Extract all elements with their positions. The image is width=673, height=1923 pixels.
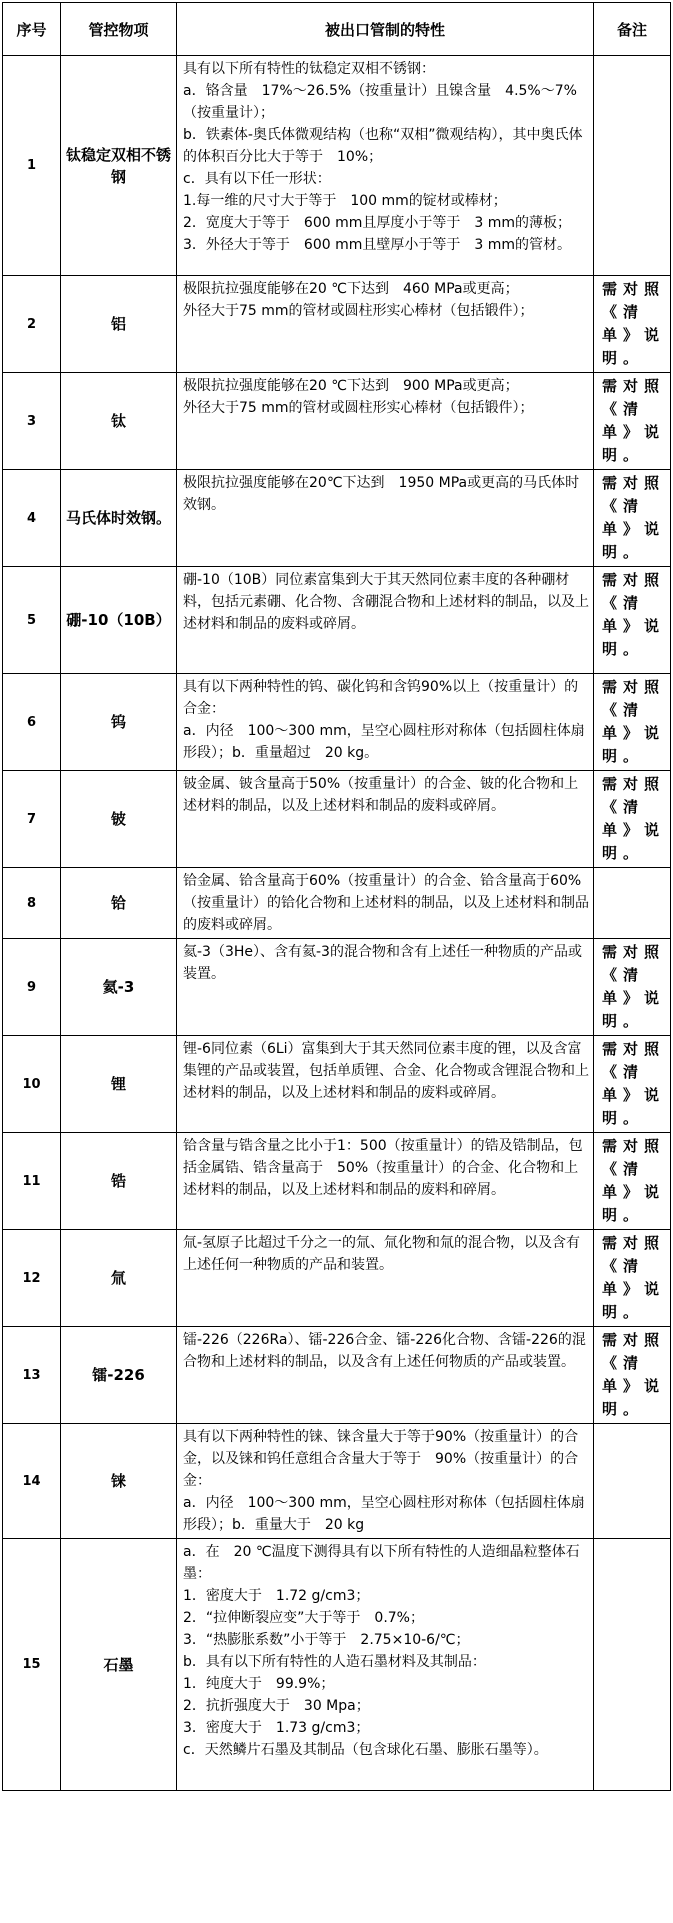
characteristic-line: 镭-226（226Ra）、镭-226合金、镭-226化合物、含镭-226的混合物和上述材料的制品，以及含有上述任何物质的产品或装置。 xyxy=(183,1332,586,1370)
page xyxy=(2,2,671,1791)
characteristic-line: 铪金属、铪含量高于60%（按重量计）的合金、铪含量高于60%（按重量计）的铪化合物和上述材料的制品，以及上述材料和制品的废料或碎屑。 xyxy=(183,873,589,933)
header-row xyxy=(3,3,671,56)
row-number: 3 xyxy=(3,373,61,470)
row-number: 6 xyxy=(3,674,61,771)
characteristic-line: 氦-3（3He）、含有氦-3的混合物和含有上述任一种物质的产品或装置。 xyxy=(183,944,582,982)
controlled-characteristics xyxy=(177,1424,594,1539)
remark: 需对照《清单》说明。 xyxy=(594,1327,671,1424)
controlled-characteristics xyxy=(177,470,594,567)
controlled-item: 锂 xyxy=(61,1036,177,1133)
characteristic-line: b．铁素体-奥氏体微观结构（也称“双相”微观结构），其中奥氏体的体积百分比大于等于 10%； xyxy=(183,127,583,165)
row-number: 13 xyxy=(3,1327,61,1424)
characteristic-line: 具有以下所有特性的钛稳定双相不锈钢： xyxy=(183,61,435,77)
remark: 需对照《清单》说明。 xyxy=(594,1036,671,1133)
controlled-item: 硼-10（10B） xyxy=(61,567,177,674)
characteristic-line: 锂-6同位素（6Li）富集到大于其天然同位素丰度的锂，以及含富集锂的产品或装置，包括单质锂、合金、化合物或含锂混合物和上述材料的制品，以及上述材料和制品的废料或碎屑。 xyxy=(183,1041,589,1101)
characteristic-line: 具有以下两种特性的钨、碳化钨和含钨90%以上（按重量计）的合金： xyxy=(183,679,579,717)
table-row xyxy=(3,1424,671,1539)
characteristic-line: c．具有以下任一形状： xyxy=(183,171,331,187)
controlled-item: 锆 xyxy=(61,1133,177,1230)
controlled-item: 铪 xyxy=(61,868,177,939)
remark: 需对照《清单》说明。 xyxy=(594,470,671,567)
characteristic-line: 铍金属、铍含量高于50%（按重量计）的合金、铍的化合物和上述材料的制品，以及上述材料和制品的废料或碎屑。 xyxy=(183,776,579,814)
table-row xyxy=(3,567,671,674)
row-number: 8 xyxy=(3,868,61,939)
characteristic-line: 铪含量与锆含量之比小于1：500（按重量计）的锆及锆制品，包括金属锆、锆含量高于 50%（按重量计）的合金、化合物和上述材料的制品，以及上述材料和制品的废料和碎屑。 xyxy=(183,1138,583,1198)
table-row xyxy=(3,771,671,868)
table-row xyxy=(3,1327,671,1424)
characteristic-line: 3．密度大于 1.73 g/cm3； xyxy=(183,1720,370,1736)
row-number: 7 xyxy=(3,771,61,868)
controlled-characteristics xyxy=(177,1539,594,1791)
row-number: 10 xyxy=(3,1036,61,1133)
row-number: 9 xyxy=(3,939,61,1036)
export-control-table xyxy=(2,2,671,1791)
controlled-characteristics xyxy=(177,1230,594,1327)
remark xyxy=(594,1539,671,1791)
controlled-item: 铼 xyxy=(61,1424,177,1539)
table-row xyxy=(3,56,671,276)
header-no: 序号 xyxy=(3,3,61,56)
characteristic-line: 硼-10（10B）同位素富集到大于其天然同位素丰度的各种硼材料，包括元素硼、化合物、含硼混合物和上述材料的制品，以及上述材料和制品的废料或碎屑。 xyxy=(183,572,589,632)
table-row xyxy=(3,1036,671,1133)
row-number: 12 xyxy=(3,1230,61,1327)
row-number: 14 xyxy=(3,1424,61,1539)
characteristic-line: 3．“热膨胀系数”小于等于 2.75×10-6/℃； xyxy=(183,1632,470,1648)
controlled-item: 石墨 xyxy=(61,1539,177,1791)
remark xyxy=(594,868,671,939)
controlled-characteristics xyxy=(177,567,594,674)
characteristic-line: 极限抗拉强度能够在20℃下达到 1950 MPa或更高的马氏体时效钢。 xyxy=(183,475,580,513)
row-number: 2 xyxy=(3,276,61,373)
table-row xyxy=(3,868,671,939)
controlled-item: 铝 xyxy=(61,276,177,373)
characteristic-line: 2．抗折强度大于 30 Mpa； xyxy=(183,1698,370,1714)
row-number: 1 xyxy=(3,56,61,276)
controlled-characteristics xyxy=(177,1133,594,1230)
characteristic-line: 极限抗拉强度能够在20 ℃下达到 900 MPa或更高； xyxy=(183,378,519,394)
controlled-item: 镭-226 xyxy=(61,1327,177,1424)
table-row xyxy=(3,1133,671,1230)
characteristic-line: 极限抗拉强度能够在20 ℃下达到 460 MPa或更高； xyxy=(183,281,519,297)
table-row xyxy=(3,373,671,470)
characteristic-line: 3．外径大于等于 600 mm且壁厚小于等于 3 mm的管材。 xyxy=(183,237,571,253)
characteristic-line: 外径大于75 mm的管材或圆柱形实心棒材（包括锻件）； xyxy=(183,400,534,416)
characteristic-line: 外径大于75 mm的管材或圆柱形实心棒材（包括锻件）； xyxy=(183,303,534,319)
controlled-characteristics xyxy=(177,868,594,939)
table-row xyxy=(3,939,671,1036)
characteristic-line: c．天然鳞片石墨及其制品（包含球化石墨、膨胀石墨等）。 xyxy=(183,1742,548,1758)
characteristic-line: 2．“拉伸断裂应变”大于等于 0.7%； xyxy=(183,1610,424,1626)
controlled-characteristics xyxy=(177,56,594,276)
header-item: 管控物项 xyxy=(61,3,177,56)
controlled-characteristics xyxy=(177,373,594,470)
controlled-characteristics xyxy=(177,674,594,771)
remark: 需对照《清单》说明。 xyxy=(594,939,671,1036)
characteristic-line: 1.每一维的尺寸大于等于 100 mm的锭材或棒材； xyxy=(183,193,507,209)
table-row xyxy=(3,1539,671,1791)
controlled-item: 氦-3 xyxy=(61,939,177,1036)
controlled-item: 氚 xyxy=(61,1230,177,1327)
table-row xyxy=(3,470,671,567)
table-row xyxy=(3,1230,671,1327)
controlled-characteristics xyxy=(177,1036,594,1133)
remark: 需对照《清单》说明。 xyxy=(594,674,671,771)
remark: 需对照《清单》说明。 xyxy=(594,771,671,868)
characteristic-line: 2．宽度大于等于 600 mm且厚度小于等于 3 mm的薄板； xyxy=(183,215,571,231)
remark: 需对照《清单》说明。 xyxy=(594,1230,671,1327)
table-row xyxy=(3,674,671,771)
table-row xyxy=(3,276,671,373)
characteristic-line: 具有以下两种特性的铼、铼含量大于等于90%（按重量计）的合金，以及铼和钨任意组合含量大于等于 90%（按重量计）的合金： xyxy=(183,1429,579,1489)
table-body xyxy=(3,56,671,1791)
controlled-item: 钨 xyxy=(61,674,177,771)
remark: 需对照《清单》说明。 xyxy=(594,567,671,674)
characteristic-line: a．内径 100～300 mm，呈空心圆柱形对称体（包括圆柱体扇形段）；b．重量大于 20 kg xyxy=(183,1495,585,1533)
characteristic-line: a．内径 100～300 mm，呈空心圆柱形对称体（包括圆柱体扇形段）；b．重量超过 20 kg。 xyxy=(183,723,585,761)
characteristic-line: a．铬含量 17%～26.5%（按重量计）且镍含量 4.5%～7%（按重量计）； xyxy=(183,83,577,121)
controlled-characteristics xyxy=(177,771,594,868)
header-note: 备注 xyxy=(594,3,671,56)
remark: 需对照《清单》说明。 xyxy=(594,1133,671,1230)
controlled-item: 钛稳定双相不锈钢 xyxy=(61,56,177,276)
row-number: 4 xyxy=(3,470,61,567)
remark xyxy=(594,56,671,276)
controlled-item: 马氏体时效钢。 xyxy=(61,470,177,567)
header-spec: 被出口管制的特性 xyxy=(177,3,594,56)
characteristic-line: 氚-氢原子比超过千分之一的氚、氚化物和氚的混合物，以及含有上述任何一种物质的产品和装置。 xyxy=(183,1235,581,1273)
remark xyxy=(594,1424,671,1539)
row-number: 11 xyxy=(3,1133,61,1230)
controlled-characteristics xyxy=(177,1327,594,1424)
characteristic-line: a．在 20 ℃温度下测得具有以下所有特性的人造细晶粒整体石墨： xyxy=(183,1544,580,1582)
row-number: 5 xyxy=(3,567,61,674)
controlled-item: 铍 xyxy=(61,771,177,868)
controlled-characteristics xyxy=(177,939,594,1036)
characteristic-line: 1．纯度大于 99.9%； xyxy=(183,1676,335,1692)
characteristic-line: 1．密度大于 1.72 g/cm3； xyxy=(183,1588,370,1604)
row-number: 15 xyxy=(3,1539,61,1791)
controlled-item: 钛 xyxy=(61,373,177,470)
remark: 需对照《清单》说明。 xyxy=(594,276,671,373)
remark: 需对照《清单》说明。 xyxy=(594,373,671,470)
characteristic-line: b．具有以下所有特性的人造石墨材料及其制品： xyxy=(183,1654,486,1670)
controlled-characteristics xyxy=(177,276,594,373)
